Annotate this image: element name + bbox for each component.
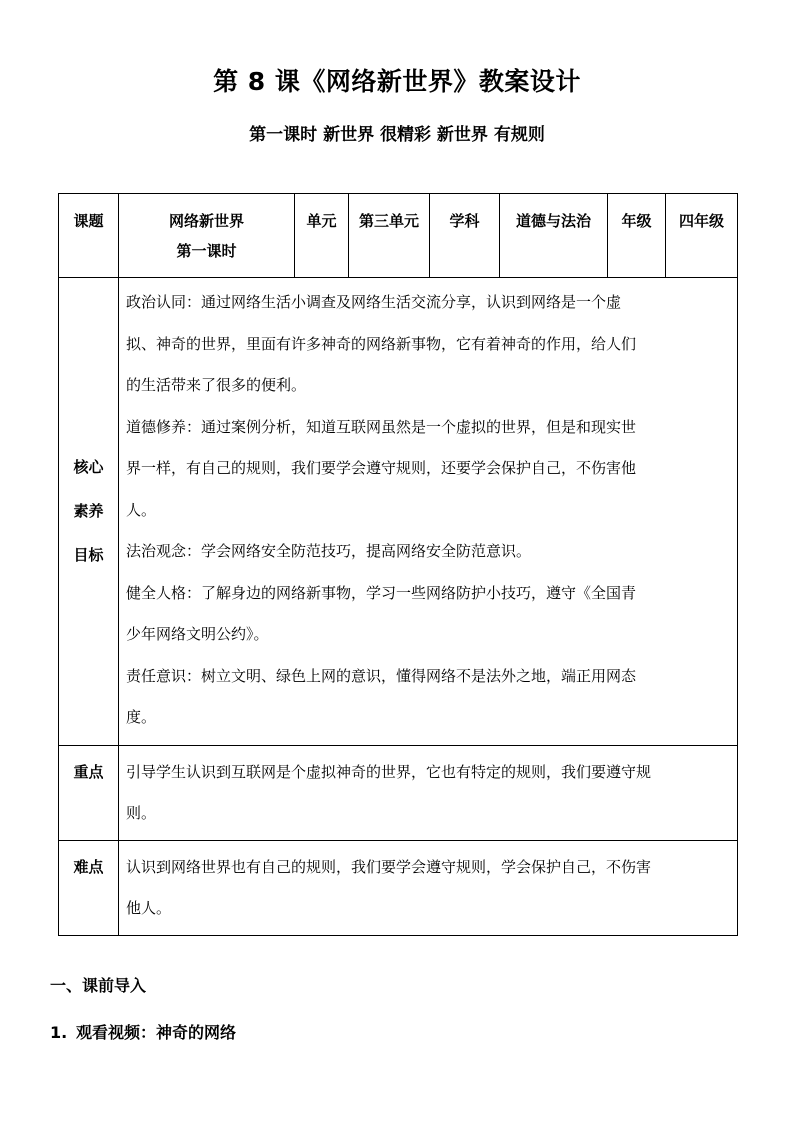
key-point-line2: 则。 — [126, 803, 157, 822]
lesson-plan-table — [58, 193, 738, 936]
topic-value-line2: 第一课时 — [176, 242, 237, 260]
header-row — [59, 194, 738, 278]
core-label-line1: 核心 — [73, 458, 104, 477]
document-subtitle: 第一课时 新世界 很精彩 新世界 有规则 — [249, 125, 545, 145]
difficulty-line2: 他人。 — [126, 898, 172, 917]
item-number: 1. — [50, 1023, 68, 1042]
topic-value-line1: 网络新世界 — [168, 212, 244, 230]
subject-label: 学科 — [430, 194, 500, 278]
unit-label: 单元 — [295, 194, 349, 278]
core-line: 法治观念：学会网络安全防范技巧，提高网络安全防范意识。 — [126, 542, 532, 560]
item-text: 观看视频：神奇的网络 — [76, 1023, 237, 1042]
difficulty-row — [59, 840, 738, 935]
subject-value: 道德与法治 — [500, 194, 608, 278]
topic-value — [119, 194, 295, 278]
difficulty-content — [119, 840, 738, 935]
core-line: 少年网络文明公约》。 — [126, 625, 269, 643]
core-literacy-label — [59, 278, 119, 746]
core-line: 度。 — [126, 708, 157, 726]
topic-label: 课题 — [59, 194, 119, 278]
key-point-label: 重点 — [59, 745, 119, 840]
core-label-line2: 素养 — [73, 502, 104, 521]
difficulty-label: 难点 — [59, 840, 119, 935]
section-heading-intro: 一、课前导入 — [50, 976, 147, 995]
intro-item-1 — [50, 1020, 236, 1043]
core-line: 责任意识：树立文明、绿色上网的意识，懂得网络不是法外之地，端正用网态 — [126, 666, 637, 685]
core-line: 道德修养：通过案例分析，知道互联网虽然是一个虚拟的世界，但是和现实世 — [126, 417, 637, 436]
unit-value: 第三单元 — [349, 194, 430, 278]
core-line: 政治认同：通过网络生活小调查及网络生活交流分享，认识到网络是一个虚 — [126, 293, 622, 311]
core-literacy-content — [119, 278, 738, 746]
grade-value: 四年级 — [666, 194, 738, 278]
core-literacy-row — [59, 278, 738, 746]
core-line: 拟、神奇的世界，里面有许多神奇的网络新事物，它有着神奇的作用，给人们 — [126, 334, 637, 353]
core-label-line3: 目标 — [73, 546, 104, 565]
key-point-line1: 引导学生认识到互联网是个虚拟神奇的世界，它也有特定的规则，我们要遵守规 — [126, 762, 652, 781]
core-line: 的生活带来了很多的便利。 — [126, 376, 307, 394]
difficulty-line1: 认识到网络世界也有自己的规则，我们要学会遵守规则，学会保护自己，不伤害 — [126, 857, 652, 876]
key-point-content — [119, 745, 738, 840]
key-point-row — [59, 745, 738, 840]
grade-label: 年级 — [608, 194, 666, 278]
document-title: 第 8 课《网络新世界》教案设计 — [213, 67, 581, 96]
core-line: 健全人格：了解身边的网络新事物，学习一些网络防护小技巧，遵守《全国青 — [126, 583, 637, 602]
core-line: 人。 — [126, 500, 157, 519]
core-line: 界一样，有自己的规则，我们要学会遵守规则，还要学会保护自己，不伤害他 — [126, 459, 637, 477]
